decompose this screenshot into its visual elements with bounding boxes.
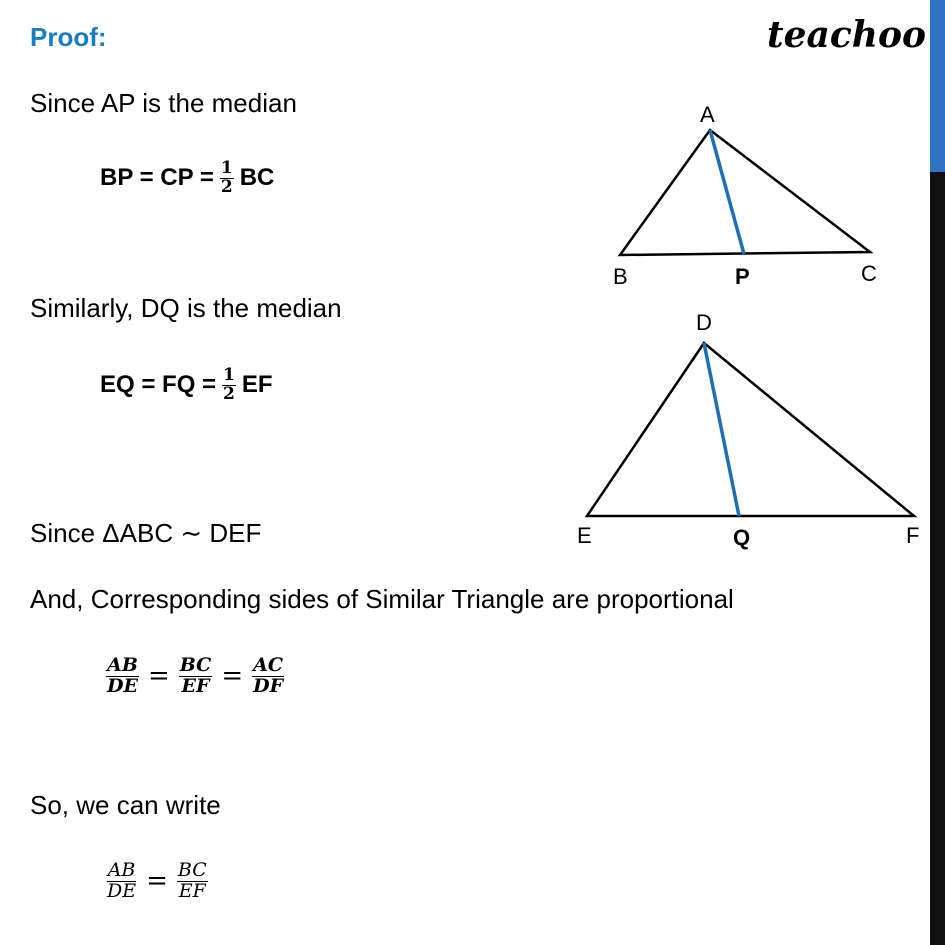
ratio-denominator: DE (107, 674, 138, 697)
ratio-denominator: DE (107, 879, 137, 902)
fraction-numerator: 1 (223, 365, 235, 385)
point-p-label: P (735, 264, 750, 289)
median-ap-line (710, 130, 744, 254)
ratio-numerator: BC (177, 859, 207, 881)
fraction-denominator: 2 (220, 176, 233, 197)
ratio-denominator: DF (253, 674, 284, 697)
vertex-a-label: A (700, 102, 715, 127)
triangle-abc (613, 102, 877, 289)
equation-bp-cp-right: BC (239, 164, 275, 192)
ratio-numerator: AB (107, 654, 138, 676)
ratio-numerator: BC (179, 654, 212, 676)
ratio-denominator: EF (178, 879, 206, 902)
vertex-c-label: C (861, 261, 877, 286)
ratio-denominator: EF (181, 674, 210, 697)
triangle-abc-outline (620, 130, 870, 255)
equation-eq-fq-right: EF (241, 371, 273, 399)
ratio-numerator: AC (253, 654, 284, 676)
point-q-label: Q (733, 525, 751, 550)
triangle-def (577, 310, 919, 550)
fraction-denominator: 2 (223, 383, 235, 404)
fraction-numerator: 1 (220, 158, 233, 178)
median-ap-text: Since AP is the median (30, 88, 297, 118)
median-dq-text: Similarly, DQ is the median (30, 293, 342, 323)
equation-eq-fq-left: EQ = FQ = (100, 371, 217, 399)
vertex-f-label: F (906, 523, 920, 548)
similar-triangles-text: Since ΔABC ∼ DEF (30, 518, 262, 548)
equals-sign: = (146, 866, 168, 897)
ratio-numerator: AB (107, 859, 136, 881)
proof-heading: Proof: (30, 22, 107, 52)
corresponding-sides-text: And, Corresponding sides of Similar Triangle are proportional (30, 584, 734, 614)
vertex-b-label: B (613, 264, 628, 289)
triangle-def-outline (587, 343, 914, 516)
so-we-can-write-text: So, we can write (30, 790, 221, 820)
equals-sign: = (147, 661, 170, 692)
equation-bp-cp-left: BP = CP = (100, 164, 214, 192)
vertex-d-label: D (696, 310, 712, 335)
teachoo-logo: teachoo (767, 14, 926, 56)
vertex-e-label: E (577, 523, 592, 548)
equals-sign: = (221, 661, 244, 692)
